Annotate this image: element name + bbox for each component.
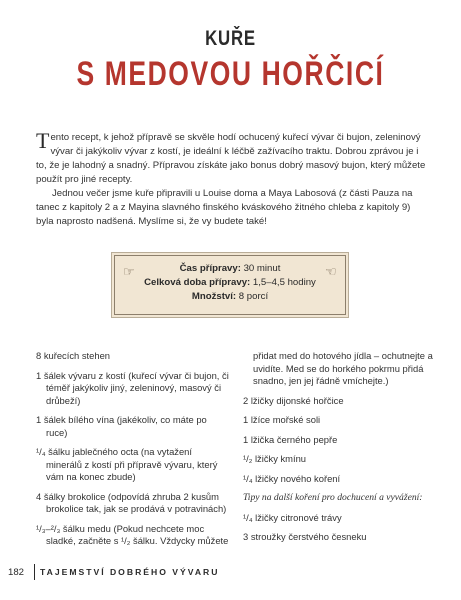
ingredient-item: ¹/₂ lžičky kmínu [243, 453, 307, 464]
prep-time-label: Čas přípravy: [179, 263, 241, 274]
ingredients-right-column [243, 350, 433, 551]
intro-paragraph-1 [36, 128, 428, 187]
quantity-value: 8 porcí [238, 291, 269, 302]
ingredient-item: 1 lžíce mořské soli [243, 414, 321, 425]
prep-time-value: 30 minut [243, 263, 281, 274]
quantity-row [115, 290, 345, 304]
ingredient-item: ¹/₄ lžičky nového koření [243, 472, 341, 484]
intro-paragraph-1-text: ento recept, k jehož přípravě se skvěle hodí ochucený kuřecí vývar či bujon, zeleninový vývar či jakýkoliv vývar z kostí, je ideální k léčbě zažívacího traktu. Dobrou zprávou je i to, že je lahodný a snadný. Přípravou získáte jako bonus dobrý masový bujon, který můžete použít pro jiné recepty. [36, 132, 426, 185]
ingredient-item: ¹/₄ lžičky citronové trávy [243, 511, 342, 523]
prep-time-row [115, 262, 345, 276]
title-line-2: S MEDOVOU HOŘČICÍ [76, 55, 385, 93]
ingredient-item: 4 šálky brokolice (odpovídá zhruba 2 kusům brokolice tak, jak se prodává v potravinách) [36, 490, 227, 514]
ingredient-continuation: přidat med do hotového jídla – ochutnejte a uvidíte. Med se do horkého pokrmu přidá snadno, jen jej řádně vmíchejte.) [253, 350, 433, 386]
ingredient-item: 8 kuřecích stehen [36, 350, 111, 361]
book-title: TAJEMSTVÍ DOBRÉHO VÝVARU [40, 567, 220, 577]
ingredients-left-column [36, 350, 230, 555]
pointing-hand-icon: ☞ [325, 264, 337, 279]
ingredient-item: 1 lžička černého pepře [243, 433, 338, 445]
intro-paragraph-2: Jednou večer jsme kuře připravili u Louise doma a Maya Labosová (z části Pauza na tanec z kapitoly 2 a z Mayina slavného finského kváskového žitného chleba z kapitoly 9) byla naprosto nadšená. Myslíme si, že vy budete také! [36, 188, 413, 227]
ingredient-item: ¹/₄ šálku jablečného octa (na vytažení minerálů z kostí při přípravě vývaru, který vám na konec zbude) [36, 446, 218, 482]
page-footer [0, 558, 461, 588]
total-time-label: Celková doba přípravy: [144, 277, 251, 288]
pointing-hand-icon: ☞ [123, 264, 135, 279]
ingredient-item: 2 lžičky dijonské hořčice [243, 394, 344, 406]
recipe-info-box [114, 255, 346, 315]
total-time-value: 1,5–4,5 hodiny [252, 277, 316, 288]
footer-divider [34, 564, 35, 580]
ingredient-item: 1 šálek bílého vína (jakékoliv, co máte po ruce) [36, 414, 207, 438]
ingredient-item: 1 šálek vývaru z kostí (kuřecí vývar či bujon, či téměř jakýkoliv jiný, zeleninový, masový či drůbeží) [36, 369, 229, 406]
tip-note: Tipy na další koření pro dochucení a vyvážení: [243, 492, 423, 503]
quantity-label: Množství: [191, 291, 237, 302]
ingredient-item: ¹/₃–²/₃ šálku medu (Pokud nechcete moc sladké, začněte s ¹/₂ šálku. Vždycky můžete [36, 522, 229, 546]
title-line-1: KUŘE [205, 27, 256, 50]
page-number: 182 [8, 567, 25, 578]
intro-text [36, 128, 428, 229]
drop-cap: T [36, 128, 50, 153]
total-time-row [115, 276, 345, 290]
ingredient-item: 3 stroužky čerstvého česneku [243, 531, 367, 542]
